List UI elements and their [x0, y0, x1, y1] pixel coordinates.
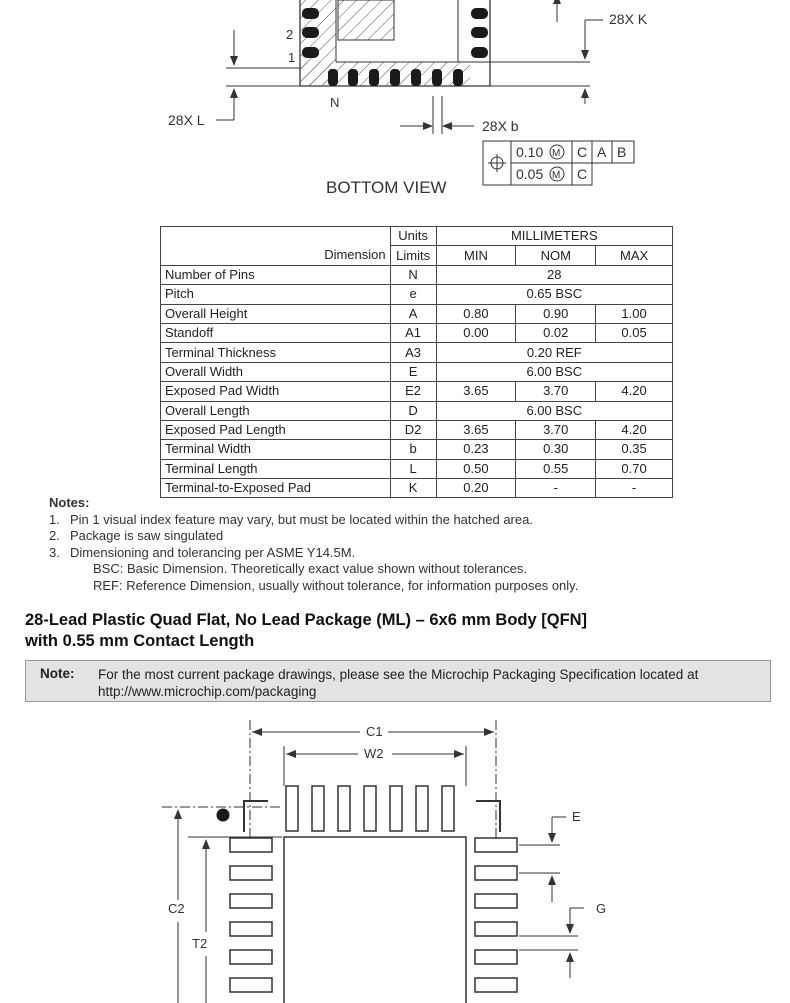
svg-text:M: M: [552, 148, 561, 159]
note-bsc: BSC: Basic Dimension. Theoretically exact value shown without tolerances.: [93, 561, 528, 576]
dim-w2-label: W2: [364, 746, 384, 761]
table-row: Overall Width E 6.00 BSC: [161, 362, 673, 381]
table-row: Exposed Pad Width E2 3.65 3.70 4.20: [161, 382, 673, 401]
label-28x-b: 28X b: [482, 118, 519, 134]
svg-text:C: C: [577, 144, 588, 160]
note-item: 3. Dimensioning and tolerancing per ASME Y14.5M.: [49, 544, 356, 560]
terminal-right: [471, 47, 488, 58]
terminal-right: [471, 27, 488, 38]
pin-1-label: 1: [288, 50, 296, 65]
table-row: Terminal Length L 0.50 0.55 0.70: [161, 459, 673, 478]
terminal-left: [302, 8, 319, 19]
dim-e-label: E: [572, 809, 581, 824]
note-box-link[interactable]: http://www.microchip.com/packaging: [98, 684, 317, 699]
table-row: Number of Pins N 28: [161, 265, 673, 284]
note-item: 2. Package is saw singulated: [49, 528, 224, 543]
svg-text:B: B: [617, 144, 627, 160]
land-pattern-drawing: [0, 710, 790, 1003]
terminal-right: [471, 8, 488, 19]
terminal-bottom: [432, 69, 442, 86]
notes-heading: Notes:: [49, 495, 90, 510]
terminal-bottom: [369, 69, 379, 86]
pin-n-label: N: [330, 95, 340, 110]
svg-text:M: M: [552, 170, 561, 181]
terminal-left: [302, 27, 319, 38]
dim-g-label: G: [596, 901, 607, 916]
table-row: Terminal Width b 0.23 0.30 0.35: [161, 440, 673, 459]
svg-text:C: C: [577, 166, 588, 182]
table-row: Overall Height A 0.80 0.90 1.00: [161, 304, 673, 323]
note-ref: REF: Reference Dimension, usually without tolerance, for information purposes only.: [93, 577, 579, 593]
terminal-bottom: [390, 69, 400, 86]
dimension-table: [160, 226, 673, 498]
table-header-row: Dimension Limits MIN NOM MAX: [161, 246, 673, 265]
note-item: 1. Pin 1 visual index feature may vary, but must be located within the hatched area.: [49, 511, 533, 527]
svg-text:0.05: 0.05: [516, 166, 544, 182]
svg-text:0.10: 0.10: [516, 144, 544, 160]
bottom-view-drawing: [0, 0, 790, 200]
terminal-left: [302, 47, 319, 58]
pin-2-label: 2: [286, 27, 294, 42]
terminal-bottom: [328, 69, 338, 86]
label-28x-k: 28X K: [609, 11, 648, 27]
table-header-row: Units MILLIMETERS: [161, 227, 673, 246]
terminal-bottom: [453, 69, 463, 86]
table-row: Terminal Thickness A3 0.20 REF: [161, 343, 673, 362]
label-28x-l: 28X L: [168, 112, 205, 128]
dim-t2-label: T2: [192, 936, 208, 951]
svg-text:A: A: [597, 144, 607, 160]
pin-1-marker: [217, 809, 230, 822]
note-box-label: Note:: [40, 666, 75, 681]
dim-c1-label: C1: [366, 724, 383, 739]
table-row: Overall Length D 6.00 BSC: [161, 401, 673, 420]
table-row: Standoff A1 0.00 0.02 0.05: [161, 323, 673, 342]
note-box-text: For the most current package drawings, please see the Microchip Packaging Specification located at: [98, 667, 699, 682]
section-title: 28-Lead Plastic Quad Flat, No Lead Package (ML) – 6x6 mm Body [QFN] with 0.55 mm Contact Length: [25, 611, 588, 650]
bottom-view-title: BOTTOM VIEW: [326, 178, 447, 197]
notes: [49, 495, 578, 594]
note-box: [25, 660, 771, 702]
terminal-bottom: [411, 69, 421, 86]
dim-c2-label: C2: [168, 901, 185, 916]
table-row: Terminal-to-Exposed Pad K 0.20 - -: [161, 479, 673, 498]
table-row: Pitch e 0.65 BSC: [161, 285, 673, 304]
table-row: Exposed Pad Length D2 3.65 3.70 4.20: [161, 420, 673, 439]
terminal-bottom: [348, 69, 358, 86]
